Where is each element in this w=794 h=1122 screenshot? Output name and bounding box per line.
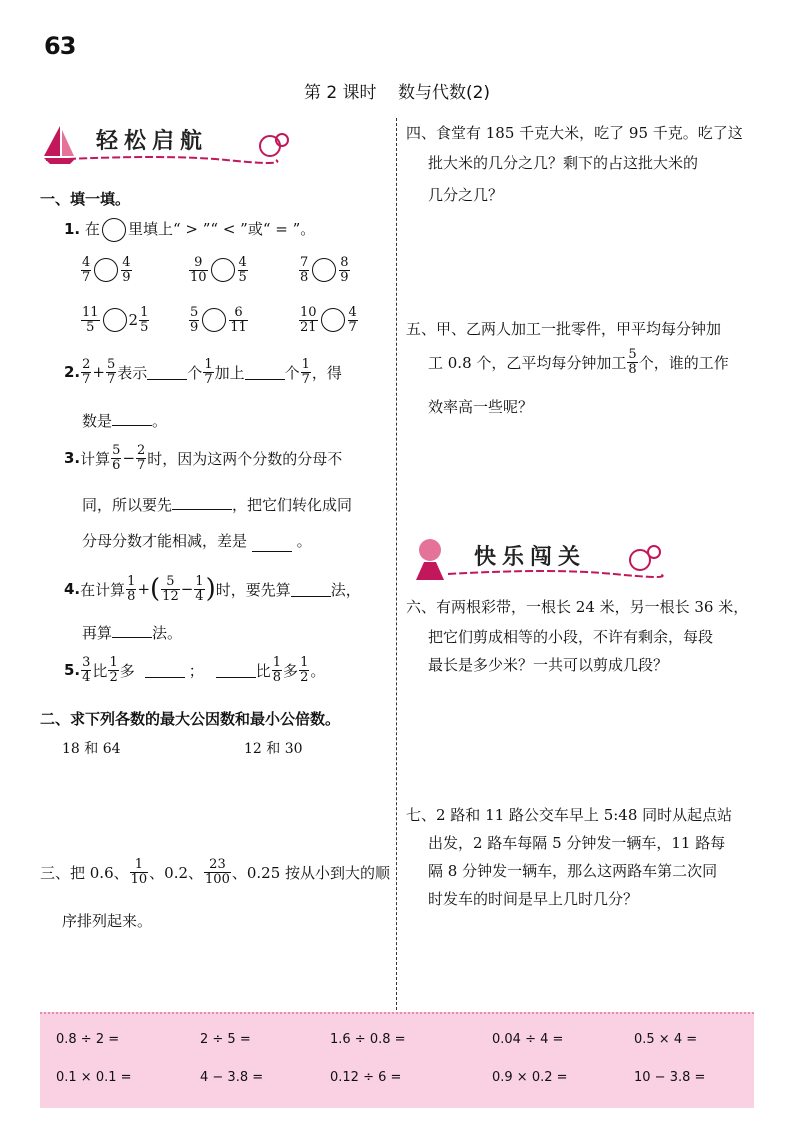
compare-item: $\frac{5}{9}$ $\frac{6}{11}$	[190, 305, 247, 335]
calc-item: 4 − 3.8 =	[200, 1070, 264, 1085]
page-number: 63	[44, 32, 76, 60]
answer-circle[interactable]	[94, 258, 118, 282]
answer-blank[interactable]	[172, 495, 232, 510]
calc-item: 0.8 ÷ 2 =	[56, 1032, 120, 1047]
section3-line1: 三、把 0.6、 $\frac{1}{10}$ 、0.2、 $\frac{23}{100}$ 、0.25 按从小到大的顺	[40, 857, 391, 887]
section5-line3: 效率高一些呢？	[428, 398, 534, 416]
calc-item: 0.1 × 0.1 =	[56, 1070, 132, 1085]
q4-line2: 再算 法。	[82, 624, 183, 642]
answer-blank[interactable]	[145, 663, 185, 678]
answer-circle[interactable]	[312, 258, 336, 282]
section6-line3: 最长是多少米？一共可以剪成几段？	[428, 656, 669, 674]
section4-line3: 几分之几？	[428, 186, 504, 204]
calc-item: 0.04 ÷ 4 =	[492, 1032, 564, 1047]
calc-item: 2 ÷ 5 =	[200, 1032, 251, 1047]
q2-line1: 2. $\frac{2}{7}$ + $\frac{5}{7}$ 表示 个 $\frac{1}{7}$ 加上 个 $\frac{1}{7}$ ，得	[64, 357, 342, 387]
section4-line1: 四、食堂有 185 千克大米，吃了 95 千克。吃了这	[406, 124, 743, 142]
section6-line1: 六、有两根彩带，一根长 24 米，另一根长 36 米，	[406, 598, 749, 616]
pair-b: 12 和 30	[244, 741, 303, 757]
compare-item: $\frac{4}{7}$ $\frac{4}{9}$	[82, 255, 131, 285]
mental-math-box	[40, 1012, 754, 1108]
banner-easy-start	[36, 120, 296, 166]
section5-line2: 工 0.8 个，乙平均每分钟加工 $\frac{5}{8}$ 个，谁的工作	[428, 347, 729, 377]
answer-blank[interactable]	[112, 411, 152, 426]
q2-line2: 数是 。	[82, 412, 168, 430]
compare-item: $\frac{7}{8}$ $\frac{8}{9}$	[300, 255, 349, 285]
section6-line2: 把它们剪成相等的小段，不许有剩余，每段	[428, 628, 714, 646]
answer-circle[interactable]	[103, 308, 127, 332]
calc-item: 0.5 × 4 =	[634, 1032, 698, 1047]
q3-line3: 分母分数才能相减，差是 。	[82, 532, 312, 550]
column-divider	[396, 118, 397, 1010]
answer-blank[interactable]	[291, 582, 331, 597]
banner-easy-start-text: 轻松启航	[96, 129, 209, 154]
pair-a: 18 和 64	[62, 741, 121, 757]
section3-line2: 序排列起来。	[62, 912, 153, 930]
answer-blank[interactable]	[245, 365, 285, 380]
topic-label: 数与代数(2)	[397, 83, 491, 103]
answer-blank[interactable]	[147, 365, 187, 380]
q3-line1: 3. 计算 $\frac{5}{6}$ − $\frac{2}{7}$ 时，因为这两个分数的分母不	[64, 443, 343, 473]
q1-instruction: 1. 在 里填上“ > ”“ < ”或“ = ”。	[64, 218, 315, 242]
calc-item: 10 − 3.8 =	[634, 1070, 706, 1085]
section5-line1: 五、甲、乙两人加工一批零件，甲平均每分钟加	[406, 320, 722, 338]
section7-line2: 出发，2 路车每隔 5 分钟发一辆车，11 路每	[428, 834, 726, 852]
banner-happy-challenge-text: 快乐闯关	[474, 545, 587, 570]
compare-item: $\frac{9}{10}$ $\frac{4}{5}$	[190, 255, 247, 285]
section1-heading: 一、填一填。	[40, 190, 131, 208]
section4-line2: 批大米的几分之几？剩下的占这批大米的	[428, 154, 699, 172]
answer-circle[interactable]	[321, 308, 345, 332]
calc-item: 0.12 ÷ 6 =	[330, 1070, 402, 1085]
calc-item: 1.6 ÷ 0.8 =	[330, 1032, 406, 1047]
section2-heading: 二、求下列各数的最大公因数和最小公倍数。	[40, 710, 341, 728]
section7-line4: 时发车的时间是早上几时几分？	[428, 890, 639, 908]
answer-circle[interactable]	[202, 308, 226, 332]
compare-item: $\frac{10}{21}$ $\frac{4}{7}$	[300, 305, 357, 335]
answer-circle[interactable]	[102, 218, 126, 242]
banner-happy-challenge	[404, 534, 674, 584]
section7-line1: 七、2 路和 11 路公交车早上 5:48 同时从起点站	[406, 806, 733, 824]
compare-item: $\frac{11}{5}$ 2 $\frac{1}{5}$	[82, 305, 149, 335]
answer-circle[interactable]	[211, 258, 235, 282]
section7-line3: 隔 8 分钟发一辆车，那么这两路车第二次同	[428, 862, 718, 880]
answer-blank[interactable]	[252, 537, 292, 552]
q3-line2: 同，所以要先 ，把它们转化成同	[82, 496, 353, 514]
calc-item: 0.9 × 0.2 =	[492, 1070, 568, 1085]
answer-blank[interactable]	[112, 623, 152, 638]
page-title	[0, 78, 794, 103]
q4-line1: 4. 在计算 $\frac{1}{8}$ + ( $\frac{5}{12}$ − $\frac{1}{4}$ ) 时，要先算 法，	[64, 573, 361, 604]
answer-blank[interactable]	[216, 663, 256, 678]
q5-line: 5. $\frac{3}{4}$ 比 $\frac{1}{2}$ 多 ； 比 $\frac{1}{8}$ 多 $\frac{1}{2}$ 。	[64, 655, 326, 685]
lesson-label: 第 2 课时	[303, 83, 377, 103]
